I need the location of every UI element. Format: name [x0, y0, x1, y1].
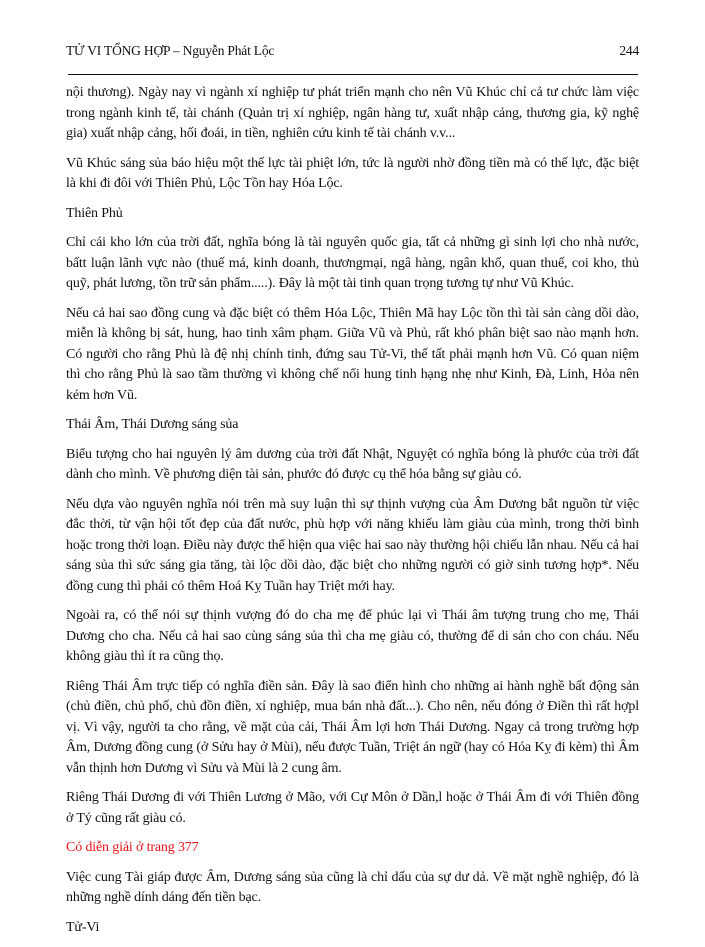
- section-heading-thai-am-thai-duong: Thái Âm, Thái Dương sáng sủa: [66, 417, 239, 432]
- paragraph-bieu-tuong: Biểu tượng cho hai nguyên lý âm dương của trời đất Nhật, Nguyệt có nghĩa bóng là phước của trời đất dành cho mình. Về phương diện tài sản, phước đó được cụ thể hóa bằng sự giàu có.: [66, 446, 639, 482]
- section-heading-thien-phu: Thiên Phủ: [66, 205, 123, 221]
- header-rule: [68, 74, 638, 75]
- document-page: [66, 40, 639, 947]
- paragraph-rieng-thai-am: Riêng Thái Âm trực tiếp có nghĩa điền sản. Đây là sao điển hình cho những ai hành nghề bất động sản (chủ điền, chủ phố, chủ đồn điền, xí nghiệp, mua bán nhà đất...). Cho nên, nếu đóng ở Điền thì rất hợpl vị. Vì vậy, người ta cho rằng, về mặt của cải, Thái Âm lợi hơn Thái Dương. Ngay cả trong trường hợp Âm, Dương đồng cung (ở Sửu hay ở Mùi), nếu được Tuần, Triệt án ngữ (hay có Hóa Kỵ đi kèm) thì Âm vẫn thịnh hơn Dương vì Sửu và Mùi là 2 cung âm.: [66, 678, 639, 776]
- section-heading-tu-vi: Tử-Vi: [66, 919, 100, 935]
- paragraph-dong-cung: Nếu cả hai sao đồng cung và đặc biệt có thêm Hóa Lộc, Thiên Mã hay Lộc tồn thì tài sản càng dồi dào, miễn là không bị sát, hung, hao tinh xâm phạm. Giữa Vũ và Phủ, rất khó phân biệt sao nào mạnh hơn. Có người cho rằng Phủ là đệ nhị chính tinh, đứng sau Tử-Vi, thế tất phải mạnh hơn Vũ. Có quan niệm thì cho rằng Phủ là sao tầm thường vì không chế nổi hung tinh hạng nhẹ như Kinh, Đà, Linh, Hỏa nên kém hơn Vũ.: [66, 305, 639, 403]
- paragraph-continuation: nội thương). Ngày nay vì ngành xí nghiệp tư phát triển mạnh cho nên Vũ Khúc chỉ cả tư chức làm việc trong ngành kinh tế, tài chánh (Quản trị xí nghiệp, ngân hàng tư, xuất nhập cảng, thương gia, kỹ nghệ gia) xuất nhập cảng, hối đoái, in tiền, nghiên cứu kinh tế tài chánh v.v...: [66, 85, 639, 141]
- paragraph-nguyen-nghia: Nếu dựa vào nguyên nghĩa nói trên mà suy luận thì sự thịnh vượng của Âm Dương bắt nguồn từ việc đắc thời, từ vận hội tốt đẹp của đất nước, phù hợp với năng khiếu làm giàu của mình, trong thời bình hoặc trong thời loạn. Điều này được thể hiện qua việc hai sao này thường hội chiếu lẫn nhau. Nếu cả hai sáng sủa thì sức sáng gia tăng, tài lộc dồi dào, đặc biệt cho những người có giờ sinh tương hợp*. Nếu đồng cung thì phải có thêm Hoá Kỵ Tuần hay Triệt mới hay.: [66, 496, 639, 594]
- document-body: [66, 83, 639, 938]
- page-header: [66, 40, 639, 62]
- paragraph-rieng-thai-duong: Riêng Thái Dương đi với Thiên Lương ở Mão, với Cự Môn ở Dần,l hoặc ở Thái Âm đi với Thiên đồng ở Tý cũng rất giàu có.: [66, 790, 639, 826]
- book-title: TỬ VI TỔNG HỢP – Nguyễn Phát Lộc: [66, 43, 275, 58]
- paragraph-cung-tai: Việc cung Tài giáp được Âm, Dương sáng sủa cũng là chỉ dấu của sự dư dả. Về mặt nghề nghiệp, đó là những nghề dính dáng đến tiền bạc.: [66, 869, 639, 905]
- paragraph-vu-khuc: Vũ Khúc sáng sủa báo hiệu một thế lực tài phiệt lớn, tức là người nhờ đồng tiền mà có thế lực, đặc biệt là khi đi đôi với Thiên Phủ, Lộc Tồn hay Hóa Lộc.: [66, 155, 639, 191]
- paragraph-thien-phu: Chỉ cái kho lớn của trời đất, nghĩa bóng là tài nguyên quốc gia, tất cả những gì sinh lợi cho nhà nước, bấtt luận lãnh vực nào (thuế má, kinh doanh, thươngmại, ngâ hàng, ngân khố, quan thuế, coi kho, thủ quỹ, phát lương, tồn trữ sản phẩm.....). Đây là một tài tinh quan trọng tương tự như Vũ Khúc.: [66, 235, 639, 291]
- cross-reference-link[interactable]: Có diễn giải ở trang 377: [66, 840, 199, 855]
- paragraph-ngoai-ra: Ngoài ra, có thể nói sự thịnh vượng đó do cha mẹ để phúc lại vì Thái âm tượng trung cho mẹ, Thái Dương cho cha. Nếu cả hai sao cùng sáng sủa thì cha mẹ giàu có, thường để di sản cho con cháu. Nếu không giàu thì ít ra cũng thọ.: [66, 608, 639, 664]
- page-number: 244: [619, 43, 639, 58]
